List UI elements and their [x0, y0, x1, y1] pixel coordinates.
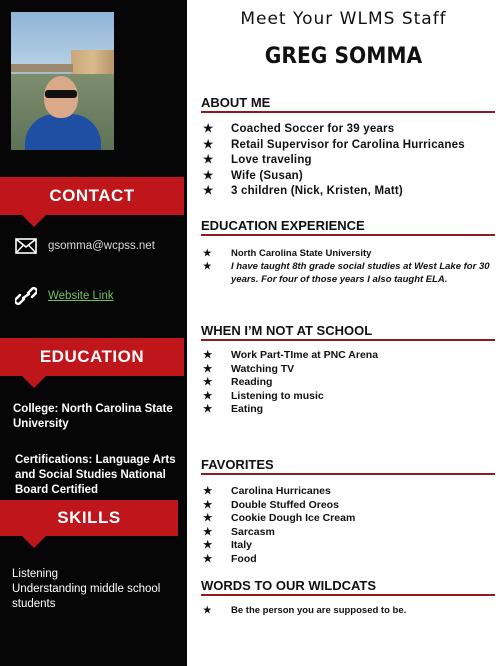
list-item: ★ Italy: [203, 539, 253, 551]
star-icon: ★: [203, 485, 213, 497]
list-item: ★ Double Stuffed Oreos: [203, 498, 339, 511]
star-icon: ★: [203, 498, 213, 511]
star-icon: ★: [203, 185, 214, 197]
star-icon: ★: [203, 525, 213, 538]
not-at-school-list: [203, 349, 491, 417]
education-experience-heading: EDUCATION EXPERIENCE: [201, 218, 495, 236]
website-link[interactable]: Website Link: [48, 290, 114, 302]
skills-heading: SKILLS: [0, 500, 178, 536]
star-icon: ★: [203, 169, 214, 182]
star-icon: ★: [203, 154, 214, 166]
favorites-list: [203, 485, 491, 566]
list-item: ★ I have taught 8th grade social studies at West Lake for 30 years. For four of those years I also taught ELA.: [203, 261, 490, 285]
favorites-heading: FAVORITES: [201, 457, 495, 475]
staff-name: GREG SOMMA: [264, 44, 423, 69]
page-subtitle: Meet Your WLMS Staff: [240, 9, 447, 29]
list-item: ★ Sarcasm: [203, 525, 275, 538]
profile-photo: [11, 12, 114, 150]
education-heading: EDUCATION: [0, 338, 184, 376]
skill-item: Understanding middle school students: [12, 583, 161, 610]
envelope-icon: [14, 236, 38, 256]
star-icon: ★: [203, 389, 213, 402]
star-icon: ★: [203, 362, 213, 375]
certifications-text: Certifications: Language Arts and Social Studies National Board Certified: [15, 454, 176, 496]
about-list: [203, 122, 491, 200]
list-item: ★ North Carolina State University: [203, 248, 372, 259]
skills-list: [12, 567, 172, 612]
list-item: ★ Cookie Dough Ice Cream: [203, 512, 356, 524]
star-icon: ★: [203, 123, 214, 135]
star-icon: ★: [203, 349, 213, 361]
words-heading: WORDS TO OUR WILDCATS: [201, 578, 495, 596]
link-icon: [14, 286, 38, 306]
star-icon: ★: [203, 539, 213, 551]
college-text: College: North Carolina State University: [13, 403, 173, 430]
words-list: [203, 604, 491, 617]
list-item: ★ Work Part-TIme at PNC Arena: [203, 349, 379, 361]
list-item: ★ Wife (Susan): [203, 169, 491, 185]
list-item: ★ Reading: [203, 376, 273, 388]
list-item: ★ Retail Supervisor for Carolina Hurricanes: [203, 138, 491, 154]
star-icon: ★: [203, 376, 213, 388]
list-item: ★ Eating: [203, 403, 264, 415]
list-item: ★ Carolina Hurricanes: [203, 485, 331, 497]
list-item: ★ 3 children (Nick, Kristen, Matt): [203, 184, 491, 200]
star-icon: ★: [203, 403, 213, 415]
list-item: ★ Love traveling: [203, 153, 491, 169]
sidebar: [0, 0, 187, 666]
list-item: ★ Watching TV: [203, 362, 295, 375]
star-icon: ★: [203, 261, 212, 272]
about-heading: ABOUT ME: [201, 95, 495, 113]
main-content: [187, 0, 500, 666]
email-text: gsomma@wcpss.net: [48, 240, 155, 252]
education-experience-list: [203, 247, 491, 286]
list-item: ★ Coached Soccer for 39 years: [203, 122, 491, 138]
not-at-school-heading: WHEN I’M NOT AT SCHOOL: [201, 323, 495, 341]
skill-item: Listening: [12, 568, 59, 580]
star-icon: ★: [203, 552, 213, 565]
star-icon: ★: [203, 138, 214, 151]
list-item: ★ Listening to music: [203, 389, 324, 402]
contact-heading: CONTACT: [0, 177, 184, 215]
list-item: ★ Food: [203, 552, 257, 565]
star-icon: ★: [203, 512, 213, 524]
list-item: ★ Be the person you are supposed to be.: [203, 605, 407, 616]
star-icon: ★: [203, 605, 212, 616]
star-icon: ★: [203, 248, 212, 259]
